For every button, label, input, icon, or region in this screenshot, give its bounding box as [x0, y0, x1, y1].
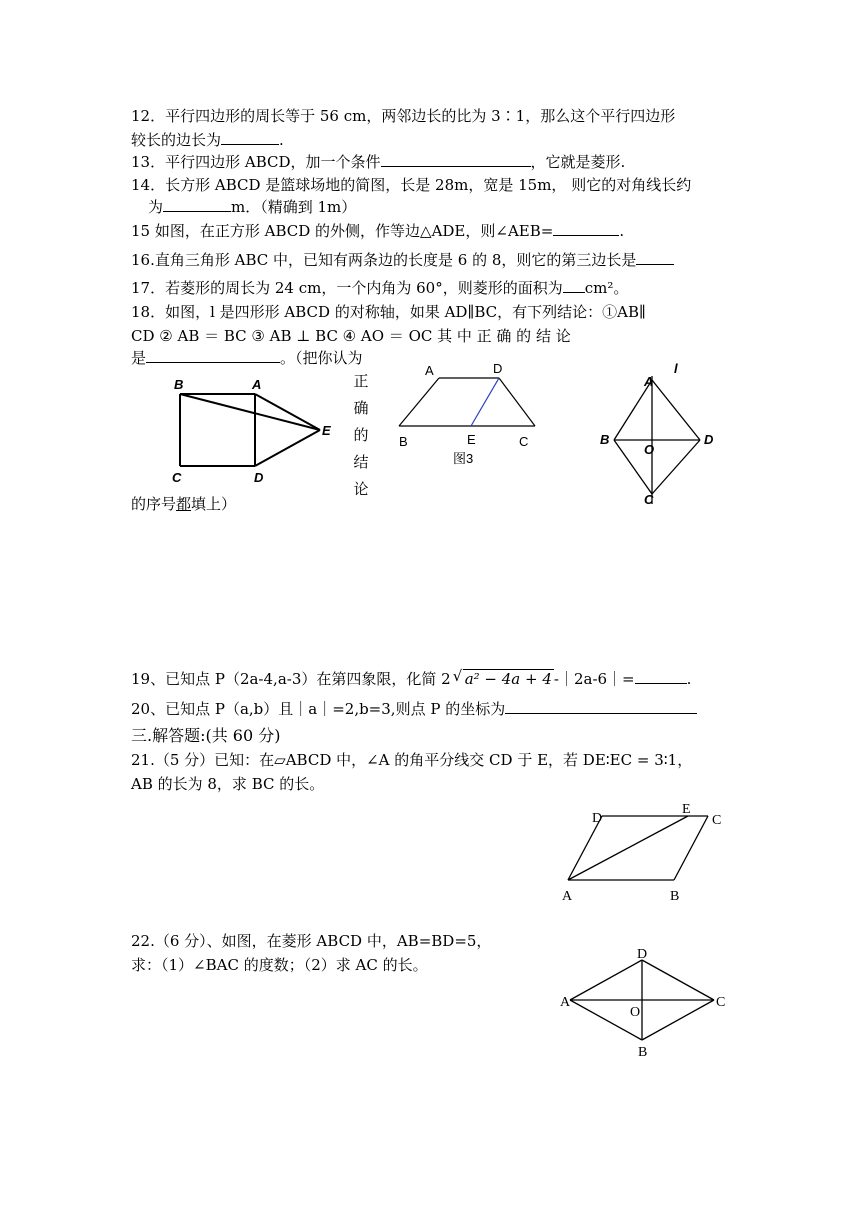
- answer-blank[interactable]: [635, 669, 687, 684]
- label-d: D: [637, 947, 648, 962]
- square-triangle-figure: [160, 372, 345, 487]
- q22-line2: 求：（1）∠BAC 的度数；（2）求 AC 的长。: [131, 956, 428, 974]
- q12-line1: 12．平行四边形的周长等于 56 cm，两邻边长的比为 3∶1，那么这个平行四边形: [131, 107, 676, 125]
- sqrt-expression: √ a² − 4a + 4: [452, 667, 552, 688]
- label-a: A: [560, 995, 571, 1010]
- q20: 20、已知点 P（a,b）且｜a｜=2,b=3,则点 P 的坐标为: [131, 699, 697, 719]
- q18-vertical-text: 正 确 的 结 论: [353, 372, 369, 498]
- label-d: D: [254, 470, 264, 485]
- kite-figure: [596, 362, 726, 512]
- trapezoid-figure: [395, 362, 545, 467]
- answer-blank[interactable]: [505, 699, 697, 714]
- section-heading: 三.解答题:(共 60 分): [131, 726, 281, 745]
- answer-blank[interactable]: [163, 197, 231, 212]
- label-l: l: [674, 361, 678, 376]
- label-c: C: [519, 434, 529, 449]
- answer-blank[interactable]: [636, 250, 674, 265]
- label-d: D: [493, 361, 503, 376]
- q17: 17．若菱形的周长为 24 cm，一个内角为 60°，则菱形的面积为 cm²。: [131, 279, 629, 297]
- q18-line3: 是 。（把你认为: [131, 349, 363, 367]
- label-e: E: [322, 423, 331, 438]
- q21-line1: 21.（5 分）已知：在▱ABCD 中，∠A 的角平分线交 CD 于 E，若 DE∶EC = 3∶1，: [131, 751, 693, 769]
- label-e: E: [682, 802, 691, 817]
- q12-line2: 较长的边长为 .: [131, 131, 284, 149]
- answer-blank[interactable]: [221, 130, 279, 145]
- answer-blank[interactable]: [146, 348, 280, 363]
- label-e: E: [467, 432, 476, 447]
- q21-line2: AB 的长为 8，求 BC 的长。: [131, 775, 325, 793]
- q13: 13．平行四边形 ABCD，加一个条件 ，它就是菱形.: [131, 153, 626, 171]
- label-c: C: [716, 995, 726, 1010]
- rhombus-figure: [556, 942, 736, 1058]
- answer-blank[interactable]: [563, 278, 585, 293]
- answer-blank[interactable]: [553, 221, 619, 236]
- label-b: B: [670, 889, 680, 904]
- label-a: A: [252, 377, 262, 392]
- label-d: D: [704, 432, 714, 447]
- q18-line2: CD ② AB ＝ BC ③ AB ⊥ BC ④ AO ＝ OC 其 中 正 确 的 结 论: [131, 327, 571, 345]
- label-c: C: [644, 492, 654, 507]
- label-b: B: [638, 1045, 648, 1060]
- label-b: B: [600, 432, 610, 447]
- label-c: C: [172, 470, 182, 485]
- q19: 19、已知点 P（2a-4,a-3）在第四象限，化简 2 √ a² − 4a + 4 -｜2a-6｜= .: [131, 667, 692, 688]
- q16: 16.直角三角形 ABC 中，已知有两条边的长度是 6 的 8，则它的第三边长是: [131, 250, 674, 270]
- q14-line2: 为 m．（精确到 1m）: [148, 198, 357, 216]
- q18-line4: 的序号都填上）: [131, 495, 237, 513]
- answer-blank[interactable]: [381, 152, 531, 167]
- label-o: O: [644, 442, 655, 457]
- label-b: B: [174, 377, 184, 392]
- label-a: A: [425, 363, 434, 378]
- figure-caption: 图3: [453, 451, 474, 466]
- label-b: B: [399, 434, 408, 449]
- label-o: O: [630, 1005, 641, 1020]
- q18-line1: 18．如图，l 是四形形 ABCD 的对称轴，如果 AD∥BC，有下列结论：①AB∥: [131, 303, 646, 321]
- label-a: A: [644, 374, 654, 389]
- parallelogram-figure: [556, 798, 736, 908]
- q22-line1: 22.（6 分）、如图，在菱形 ABCD 中，AB=BD=5，: [131, 932, 492, 950]
- label-a: A: [562, 889, 573, 904]
- label-c: C: [712, 813, 722, 828]
- label-d: D: [592, 811, 603, 826]
- q15: 15 如图，在正方形 ABCD 的外侧，作等边△ADE，则∠AEB= .: [131, 222, 625, 240]
- q14-line1: 14．长方形 ABCD 是篮球场地的简图，长是 28m，宽是 15m， 则它的对角线长约: [131, 176, 692, 194]
